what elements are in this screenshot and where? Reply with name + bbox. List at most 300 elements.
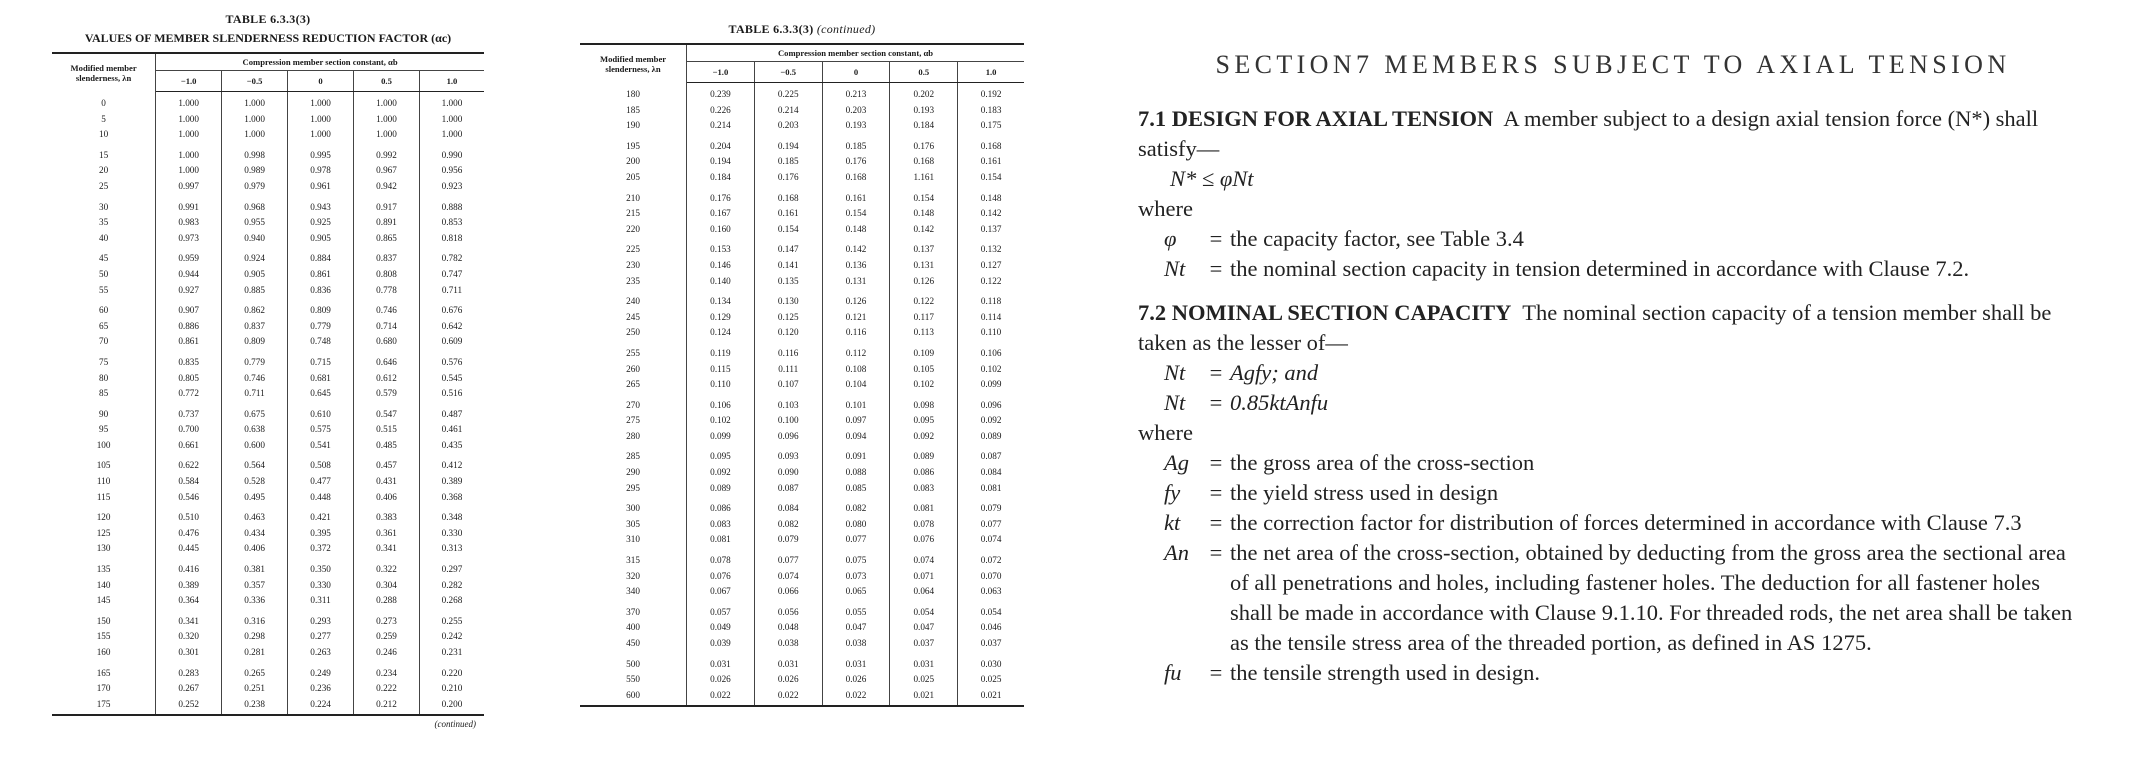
- slenderness-cell: 85: [52, 386, 156, 402]
- slenderness-cell: 245: [580, 310, 687, 326]
- factor-cell: 0.185: [754, 154, 822, 170]
- factor-cell: 0.907: [156, 298, 222, 319]
- factor-cell: 0.961: [288, 179, 354, 195]
- factor-cell: 0.175: [980, 120, 1002, 131]
- factor-cell: 0.835: [156, 350, 222, 371]
- factor-cell: 1.000: [288, 127, 354, 143]
- factor-cell: 0.477: [288, 474, 354, 490]
- section-heading: SECTION7 MEMBERS SUBJECT TO AXIAL TENSION: [1215, 50, 2011, 79]
- table-page-2: [580, 22, 1024, 707]
- factor-cell: 0.137: [890, 237, 958, 258]
- table-row: [52, 215, 484, 231]
- factor-cell: 0.022: [822, 688, 890, 707]
- slenderness-cell: 310: [580, 532, 687, 548]
- factor-cell: 0.112: [822, 341, 890, 362]
- factor-cell: 0.330: [441, 527, 463, 538]
- table-row: [580, 222, 1024, 238]
- equation-row: [1164, 358, 2088, 388]
- table-row: [52, 661, 484, 682]
- factor-cell: 0.154: [822, 206, 890, 222]
- factor-cell: 0.087: [754, 481, 822, 497]
- factor-cell: 0.313: [441, 543, 463, 554]
- column-header: 0: [288, 71, 354, 92]
- factor-cell: 0.161: [822, 186, 890, 207]
- equals-sign: =: [1209, 540, 1223, 565]
- factor-cell: 0.054: [980, 606, 1002, 617]
- factor-cell: 0.406: [354, 490, 420, 506]
- table-2: [580, 43, 1024, 707]
- factor-cell: 0.383: [354, 505, 420, 526]
- factor-cell: 0.160: [687, 222, 755, 238]
- factor-cell: 0.037: [980, 638, 1002, 648]
- factor-cell: 0.888: [441, 201, 463, 212]
- factor-cell: 0.421: [288, 505, 354, 526]
- factor-cell: 0.661: [156, 438, 222, 454]
- table-row: [52, 593, 484, 609]
- table-row: [580, 444, 1024, 465]
- table-row: [52, 231, 484, 247]
- table-row: [580, 83, 1024, 103]
- column-header-slenderness: Modified member slenderness, λn: [580, 44, 687, 83]
- factor-cell: 0.675: [222, 402, 288, 423]
- factor-cell: 0.368: [441, 491, 463, 502]
- factor-cell: 0.086: [890, 465, 958, 481]
- factor-cell: 0.645: [288, 386, 354, 402]
- factor-cell: 0.168: [754, 186, 822, 207]
- factor-cell: 0.681: [288, 371, 354, 387]
- factor-cell: 1.000: [222, 127, 288, 143]
- table-row: [580, 341, 1024, 362]
- factor-cell: 0.836: [288, 283, 354, 299]
- table-row: [52, 402, 484, 423]
- definition-symbol: fy: [1164, 480, 1181, 505]
- table-row: [580, 496, 1024, 517]
- definition-row: [1164, 478, 2088, 508]
- factor-cell: 0.039: [687, 636, 755, 652]
- factor-cell: 0.265: [222, 661, 288, 682]
- factor-cell: 0.927: [156, 283, 222, 299]
- slenderness-cell: 130: [52, 541, 156, 557]
- where-label-2: where: [1138, 420, 1193, 445]
- factor-cell: 0.202: [890, 83, 958, 103]
- slenderness-cell: 250: [580, 325, 687, 341]
- factor-cell: 0.772: [156, 386, 222, 402]
- table-row: [580, 258, 1024, 274]
- factor-cell: 0.940: [222, 231, 288, 247]
- slenderness-cell: 105: [52, 453, 156, 474]
- factor-cell: 0.192: [980, 89, 1002, 99]
- factor-cell: 0.746: [222, 371, 288, 387]
- factor-cell: 0.416: [156, 557, 222, 578]
- factor-cell: 0.584: [156, 474, 222, 490]
- factor-cell: 0.147: [754, 237, 822, 258]
- factor-cell: 0.161: [754, 206, 822, 222]
- slenderness-cell: 80: [52, 371, 156, 387]
- equation-7-1: N* ≤ φNt: [1170, 166, 1254, 191]
- factor-cell: 0.515: [354, 422, 420, 438]
- factor-cell: 0.074: [890, 548, 958, 569]
- table-2-title-suffix: (continued): [816, 22, 876, 36]
- factor-cell: 0.381: [222, 557, 288, 578]
- factor-cell: 0.067: [687, 584, 755, 600]
- factor-cell: 0.711: [441, 284, 463, 295]
- slenderness-cell: 45: [52, 246, 156, 267]
- factor-cell: 0.508: [288, 453, 354, 474]
- table-1-subtitle: VALUES OF MEMBER SLENDERNESS REDUCTION FACTOR (αc): [84, 31, 452, 45]
- factor-cell: 0.236: [288, 681, 354, 697]
- factor-cell: 1.000: [222, 92, 288, 112]
- table-row: [52, 505, 484, 526]
- factor-cell: 0.092: [980, 415, 1002, 426]
- factor-cell: 0.239: [687, 83, 755, 103]
- table-row: [580, 103, 1024, 119]
- factor-cell: 0.102: [890, 377, 958, 393]
- table-2-title-text: TABLE 6.3.3(3): [728, 22, 814, 36]
- factor-cell: 0.089: [890, 444, 958, 465]
- factor-cell: 0.131: [822, 274, 890, 290]
- factor-cell: 0.905: [222, 267, 288, 283]
- column-header: −1.0: [156, 71, 222, 92]
- definition-row: [1164, 658, 2088, 688]
- factor-cell: 0.293: [288, 609, 354, 630]
- factor-cell: 0.130: [754, 289, 822, 310]
- factor-cell: 0.923: [441, 180, 463, 191]
- factor-cell: 0.213: [822, 83, 890, 103]
- table-page-1: [52, 12, 484, 729]
- factor-cell: 0.073: [822, 569, 890, 585]
- factor-cell: 0.047: [822, 620, 890, 636]
- slenderness-cell: 270: [580, 393, 687, 414]
- definitions-7-2: [1164, 448, 2088, 688]
- factor-cell: 1.000: [441, 129, 463, 140]
- table-row: [580, 289, 1024, 310]
- equation-text: 0.85ktAnfu: [1230, 390, 1329, 415]
- factor-cell: 1.000: [441, 113, 463, 124]
- factor-cell: 0.341: [354, 541, 420, 557]
- table-row: [52, 541, 484, 557]
- slenderness-cell: 20: [52, 163, 156, 179]
- table-row: [52, 490, 484, 506]
- factor-cell: 0.154: [980, 171, 1002, 182]
- table-row: [580, 672, 1024, 688]
- factor-cell: 0.579: [354, 386, 420, 402]
- factor-cell: 0.025: [890, 672, 958, 688]
- factor-cell: 0.081: [980, 482, 1002, 493]
- table-row: [52, 697, 484, 716]
- definition-text: the gross area of the cross-section: [1230, 450, 1535, 475]
- slenderness-cell: 215: [580, 206, 687, 222]
- factor-cell: 0.153: [687, 237, 755, 258]
- factor-cell: 0.134: [687, 289, 755, 310]
- factor-cell: 1.000: [156, 163, 222, 179]
- table-row: [580, 600, 1024, 621]
- factor-cell: 0.638: [222, 422, 288, 438]
- slenderness-cell: 295: [580, 481, 687, 497]
- factor-cell: 0.336: [222, 593, 288, 609]
- factor-cell: 0.203: [754, 118, 822, 134]
- factor-cell: 0.148: [822, 222, 890, 238]
- factor-cell: 0.967: [354, 163, 420, 179]
- table-row: [580, 429, 1024, 445]
- factor-cell: 0.959: [156, 246, 222, 267]
- factor-cell: 0.448: [288, 490, 354, 506]
- factor-cell: 0.026: [687, 672, 755, 688]
- table-1-body: [52, 92, 484, 716]
- factor-cell: 0.268: [441, 595, 463, 606]
- factor-cell: 0.809: [288, 298, 354, 319]
- slenderness-cell: 195: [580, 134, 687, 155]
- factor-cell: 0.905: [288, 231, 354, 247]
- table-row: [52, 474, 484, 490]
- factor-cell: 0.154: [890, 186, 958, 207]
- slenderness-cell: 190: [580, 118, 687, 134]
- factor-cell: 0.079: [754, 532, 822, 548]
- factor-cell: 0.200: [419, 697, 484, 716]
- group-header-section-constant: Compression member section constant, αb: [156, 53, 484, 71]
- factor-cell: 1.000: [288, 112, 354, 128]
- factor-cell: 0.065: [822, 584, 890, 600]
- slenderness-cell: 175: [52, 697, 156, 716]
- factor-cell: 0.942: [354, 179, 420, 195]
- factor-cell: 0.102: [980, 363, 1002, 374]
- table-row: [52, 629, 484, 645]
- factor-cell: 0.137: [980, 223, 1002, 234]
- factor-cell: 0.457: [354, 453, 420, 474]
- table-row: [52, 143, 484, 164]
- factor-cell: 1.000: [156, 112, 222, 128]
- factor-cell: 0.146: [687, 258, 755, 274]
- factor-cell: 0.148: [890, 206, 958, 222]
- column-header: 1.0: [958, 62, 1024, 83]
- factor-cell: 0.129: [687, 310, 755, 326]
- factor-cell: 0.917: [354, 195, 420, 216]
- slenderness-cell: 340: [580, 584, 687, 600]
- factor-cell: 0.054: [890, 600, 958, 621]
- factor-cell: 0.105: [890, 362, 958, 378]
- factor-cell: 1.000: [354, 92, 420, 112]
- factor-cell: 0.406: [222, 541, 288, 557]
- factor-cell: 0.968: [222, 195, 288, 216]
- factor-cell: 0.083: [687, 517, 755, 533]
- factor-cell: 0.082: [754, 517, 822, 533]
- definition-text: the correction factor for distribution of forces determined in accordance with Clause 7.3: [1230, 510, 2022, 535]
- factor-cell: 0.142: [822, 237, 890, 258]
- table-row: [52, 92, 484, 112]
- factor-cell: 0.099: [687, 429, 755, 445]
- factor-cell: 0.076: [687, 569, 755, 585]
- factor-cell: 0.330: [288, 578, 354, 594]
- factor-cell: 0.094: [822, 429, 890, 445]
- table-row: [52, 127, 484, 143]
- table-row: [52, 163, 484, 179]
- factor-cell: 1.000: [441, 98, 463, 108]
- factor-cell: 0.214: [754, 103, 822, 119]
- table-2-title: [580, 22, 1024, 37]
- table-1: [52, 52, 484, 716]
- factor-cell: 0.224: [288, 697, 354, 716]
- factor-cell: 1.000: [156, 127, 222, 143]
- factor-cell: 0.193: [890, 103, 958, 119]
- factor-cell: 0.805: [156, 371, 222, 387]
- table-row: [52, 578, 484, 594]
- factor-cell: 0.991: [156, 195, 222, 216]
- factor-cell: 0.782: [441, 253, 463, 264]
- factor-cell: 0.055: [822, 600, 890, 621]
- table-row: [580, 584, 1024, 600]
- definition-row: [1164, 508, 2088, 538]
- factor-cell: 0.038: [754, 636, 822, 652]
- factor-cell: 0.220: [441, 667, 463, 678]
- factor-cell: 0.090: [754, 465, 822, 481]
- factor-cell: 0.600: [222, 438, 288, 454]
- factor-cell: 0.117: [890, 310, 958, 326]
- factor-cell: 0.861: [288, 267, 354, 283]
- slenderness-cell: 235: [580, 274, 687, 290]
- factor-cell: 0.238: [222, 697, 288, 716]
- table-row: [580, 652, 1024, 673]
- equals-sign: =: [1209, 480, 1223, 505]
- table-row: [580, 118, 1024, 134]
- definition-symbol: Ag: [1164, 450, 1189, 475]
- table-row: [580, 532, 1024, 548]
- factor-cell: 0.809: [222, 334, 288, 350]
- factor-cell: 0.234: [354, 661, 420, 682]
- factor-cell: 0.956: [441, 165, 463, 176]
- factor-cell: 0.983: [156, 215, 222, 231]
- table-row: [580, 274, 1024, 290]
- factor-cell: 0.110: [687, 377, 755, 393]
- factor-cell: 0.973: [156, 231, 222, 247]
- factor-cell: 0.184: [890, 118, 958, 134]
- factor-cell: 0.576: [441, 356, 463, 367]
- factor-cell: 0.083: [890, 481, 958, 497]
- factor-cell: 0.031: [754, 652, 822, 673]
- slenderness-cell: 55: [52, 283, 156, 299]
- factor-cell: 0.031: [687, 652, 755, 673]
- factor-cell: 0.022: [687, 688, 755, 707]
- factor-cell: 0.114: [980, 311, 1002, 322]
- table-row: [580, 517, 1024, 533]
- table-row: [580, 548, 1024, 569]
- factor-cell: 0.445: [156, 541, 222, 557]
- factor-cell: 0.082: [822, 496, 890, 517]
- factor-cell: 0.298: [222, 629, 288, 645]
- factor-cell: 0.071: [890, 569, 958, 585]
- factor-cell: 0.861: [156, 334, 222, 350]
- factor-cell: 0.622: [156, 453, 222, 474]
- slenderness-cell: 230: [580, 258, 687, 274]
- factor-cell: 0.943: [288, 195, 354, 216]
- factor-cell: 0.711: [222, 386, 288, 402]
- factor-cell: 0.087: [980, 451, 1002, 462]
- equals-sign: =: [1209, 510, 1223, 535]
- table-row: [580, 393, 1024, 414]
- factor-cell: 0.121: [822, 310, 890, 326]
- definition-row: [1164, 224, 2088, 254]
- factor-cell: 0.077: [754, 548, 822, 569]
- equation-symbol: Nt: [1164, 390, 1186, 415]
- slenderness-cell: 200: [580, 154, 687, 170]
- table-row: [52, 681, 484, 697]
- factor-cell: 0.135: [754, 274, 822, 290]
- table-row: [580, 465, 1024, 481]
- table-row: [580, 569, 1024, 585]
- table-row: [580, 377, 1024, 393]
- table-row: [52, 645, 484, 661]
- slenderness-cell: 210: [580, 186, 687, 207]
- factor-cell: 0.026: [822, 672, 890, 688]
- factor-cell: 0.886: [156, 319, 222, 335]
- factor-cell: 0.066: [754, 584, 822, 600]
- table-row: [52, 112, 484, 128]
- factor-cell: 0.111: [754, 362, 822, 378]
- factor-cell: 0.106: [687, 393, 755, 414]
- factor-cell: 0.176: [687, 186, 755, 207]
- factor-cell: 0.676: [441, 305, 463, 316]
- factor-cell: 0.064: [890, 584, 958, 600]
- factor-cell: 0.063: [980, 586, 1002, 597]
- factor-cell: 0.122: [890, 289, 958, 310]
- table-row: [52, 319, 484, 335]
- factor-cell: 0.084: [754, 496, 822, 517]
- factor-cell: 0.372: [288, 541, 354, 557]
- column-header: 0: [822, 62, 890, 83]
- factor-cell: 0.891: [354, 215, 420, 231]
- column-header: −1.0: [687, 62, 755, 83]
- factor-cell: 0.808: [354, 267, 420, 283]
- factor-cell: 0.148: [980, 192, 1002, 203]
- factor-cell: 0.301: [156, 645, 222, 661]
- slenderness-cell: 500: [580, 652, 687, 673]
- factor-cell: 0.747: [441, 268, 463, 279]
- factor-cell: 0.101: [822, 393, 890, 414]
- factor-cell: 0.252: [156, 697, 222, 716]
- table-row: [52, 334, 484, 350]
- factor-cell: 0.168: [822, 170, 890, 186]
- factor-cell: 0.818: [441, 232, 463, 243]
- equations-7-2: [1164, 358, 2088, 418]
- factor-cell: 0.099: [980, 379, 1002, 390]
- factor-cell: 0.168: [890, 154, 958, 170]
- factor-cell: 0.081: [687, 532, 755, 548]
- factor-cell: 0.142: [980, 208, 1002, 219]
- factor-cell: 0.140: [687, 274, 755, 290]
- factor-cell: 0.080: [822, 517, 890, 533]
- factor-cell: 0.167: [687, 206, 755, 222]
- factor-cell: 0.341: [156, 609, 222, 630]
- slenderness-cell: 120: [52, 505, 156, 526]
- slenderness-cell: 135: [52, 557, 156, 578]
- factor-cell: 0.435: [441, 439, 463, 450]
- table-row: [580, 310, 1024, 326]
- factor-cell: 0.127: [980, 259, 1002, 270]
- slenderness-cell: 60: [52, 298, 156, 319]
- table-row: [580, 325, 1024, 341]
- slenderness-cell: 70: [52, 334, 156, 350]
- table-row: [52, 195, 484, 216]
- factor-cell: 0.116: [822, 325, 890, 341]
- column-header-slenderness: Modified member slenderness, λn: [52, 53, 156, 92]
- slenderness-cell: 255: [580, 341, 687, 362]
- factor-cell: 0.510: [156, 505, 222, 526]
- table-row: [580, 206, 1024, 222]
- factor-cell: 1.000: [156, 92, 222, 112]
- factor-cell: 0.074: [754, 569, 822, 585]
- factor-cell: 0.108: [822, 362, 890, 378]
- factor-cell: 0.084: [980, 467, 1002, 478]
- factor-cell: 0.288: [354, 593, 420, 609]
- factor-cell: 0.086: [687, 496, 755, 517]
